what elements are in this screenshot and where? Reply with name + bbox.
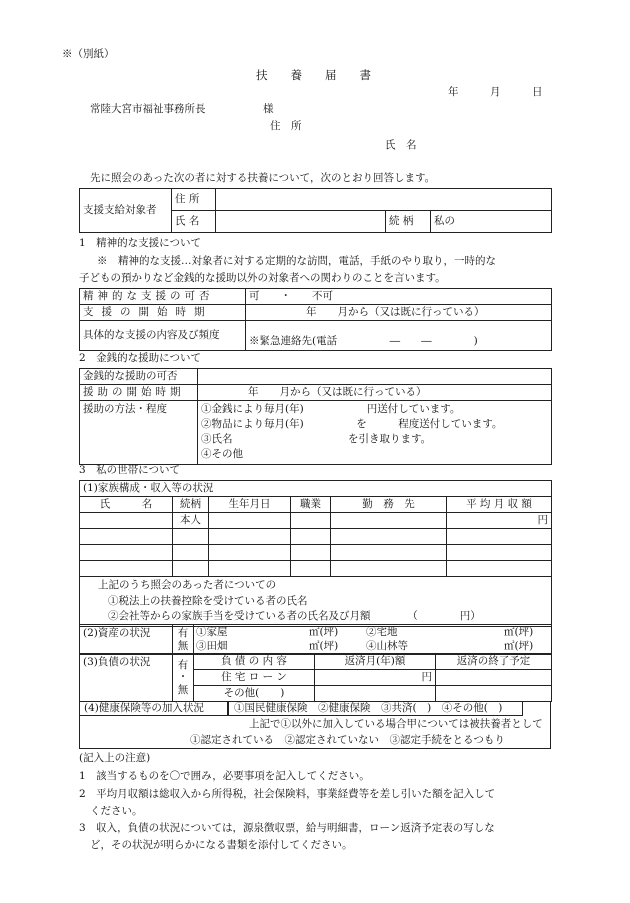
table-row [80,545,552,561]
debt-col-content: 負 債 の 内 容 [194,654,315,670]
debt-label: (3)負債の状況 [80,654,173,702]
debt-no: 無 [177,683,189,696]
section2-heading: 2 金銭的な援助について [79,352,201,364]
debt-row-other: その他( ) [194,686,315,702]
addressee: 常陸大宮市福祉事務所長 [90,103,206,115]
query-item-tax: ①税法上の扶養控除を受けている者の氏名 [108,594,308,607]
col-income: 平 均 月 収 額 [447,497,552,513]
note-item-1: 1 該当するものを〇で囲み，必要事項を記入してください。 [79,770,370,782]
col-relation: 続柄 [173,497,209,513]
asset-forest: ④山林等 [366,640,408,652]
debt-row-housing-loan: 住 宅 ロ ー ン [194,670,315,686]
section2-table [79,368,552,465]
debt-col-end: 返済の終了予定 [436,654,552,670]
aid-method-takein: ③氏名 を引き取ります。 [201,433,432,445]
aid-method-money: ①金銭により毎月(年) 円送付しています。 [201,403,461,415]
asset-land: ②宅地 [366,626,398,638]
col-name: 氏 名 [80,497,173,513]
debt-housing-amount[interactable]: 円 [315,670,436,686]
assets-table [79,624,552,655]
note-item-3-cont: ど，その状況が明らかになる書類を添付してください。 [90,839,353,851]
target-name-field[interactable] [216,211,386,233]
mental-support-start-field[interactable]: 年 月から（又は既に行っている） [246,305,552,321]
asset-land-unit: ㎡(坪) [504,626,534,638]
note-item-2: 2 平均月収額は総収入から所得税，社会保険料，事業経費等を差し引いた額を記入して [79,788,496,800]
assets-no: 無 [177,639,189,652]
assets-yes: 有 [177,627,189,640]
asset-field-unit: ㎡(坪) [309,640,339,652]
table-row [80,529,552,545]
query-note: 上記のうち照会のあった者についての [98,579,277,591]
col-occupation: 職業 [291,497,331,513]
insurance-status[interactable]: ①認定されている ②認定されていない ③認定手続をとるつもり [190,734,505,746]
intro-text: 先に照会のあった次の者に対する扶養について，次のとおり回答します。 [90,172,436,184]
debt-sep: ・ [177,671,189,684]
family-header-row [80,497,552,513]
note-item-2-cont: ください。 [90,805,143,817]
section1-heading: 1 精神的な支援について [79,237,201,249]
debt-yes-no[interactable] [173,654,194,702]
section1-note-line2: 子どもの預かりなど金銭的な援助以外の対象者への関わりのことを言います。 [79,272,446,284]
asset-forest-unit: ㎡(坪) [504,640,534,652]
mental-support-availability-label: 精神的な支援の可否 [80,289,246,305]
financial-aid-start-label: 援助の開始時期 [80,385,198,401]
name-label: 氏 名 [385,139,417,151]
debt-table [79,653,552,702]
mental-support-availability-field[interactable]: 可 ・ 不可 [246,289,552,305]
debt-yes: 有 [177,659,189,672]
address-label: 住 所 [270,120,302,132]
assets-label: (2)資産の状況 [80,625,173,655]
target-address-field[interactable] [216,189,552,211]
section1-note-line1: ※ 精神的な支援…対象者に対する定期的な訪問，電話，手紙のやり取り，一時的な [97,255,496,267]
asset-house-unit: ㎡(坪) [309,626,339,638]
target-label: 支援支給対象者 [80,189,172,233]
target-relation-field[interactable]: 私の [431,211,552,233]
family-table [79,480,552,627]
debt-col-amount: 返済月(年)額 [315,654,436,670]
col-birthdate: 生年月日 [209,497,291,513]
mental-support-detail-label: 具体的な支援の内容及び頻度 [80,321,246,351]
page-title: 扶 養 届 書 [256,68,371,82]
financial-aid-availability-label: 金銭的な援助の可否 [80,369,198,385]
insurance-note: 上記で①以外に加入している場合甲については被扶養者として [249,718,543,730]
query-item-allowance: ②会社等からの家族手当を受けている者の氏名及び月額 （ 円） [108,610,481,622]
asset-field: ③田畑 [196,640,228,652]
financial-aid-availability-field[interactable] [198,369,552,385]
insurance-options[interactable]: ①国民健康保険 ②健康保険 ③共済( ) ④その他( ) [234,702,503,714]
income-yen[interactable]: 円 [447,513,552,529]
first-relation: 本人 [173,513,209,529]
insurance-label: (4)健康保険等の加入状況 [84,702,204,714]
assets-detail[interactable] [194,625,552,655]
target-relation-label: 続 柄 [386,211,431,233]
target-table [79,188,552,233]
annex-note: ※（別紙） [62,48,115,60]
target-name-label: 氏 名 [172,211,216,233]
assets-yes-no[interactable] [173,625,194,655]
asset-house: ①家屋 [196,626,228,638]
mental-support-detail-field[interactable]: ※緊急連絡先(電話 ― ― ) [246,321,552,351]
financial-aid-method-field[interactable] [198,401,552,465]
table-row [80,513,552,529]
section1-table [79,288,552,351]
section3-heading: 3 私の世帯について [79,464,180,476]
mental-support-start-label: 支援の開始時期 [80,305,246,321]
family-heading: (1)家族構成・収入等の状況 [80,481,552,497]
note-item-3: 3 収入，負債の状況については，源泉徴収票，給与明細書，ローン返済予定表の写しな [79,822,495,834]
col-workplace: 勤 務 先 [331,497,447,513]
table-row [80,561,552,577]
target-address-label: 住 所 [172,189,216,211]
aid-method-goods: ②物品により毎月(年) を 程度送付しています。 [201,418,503,430]
notes-heading: (記入上の注意) [79,752,151,764]
honorific: 様 [263,103,274,115]
financial-aid-start-field[interactable]: 年 月から（又は既に行っている） [198,385,552,401]
aid-method-other: ④その他 [201,448,243,460]
date-line: 年 月 日 [448,86,543,98]
financial-aid-method-label: 援助の方法・程度 [80,401,198,465]
query-note-cell [80,577,552,627]
